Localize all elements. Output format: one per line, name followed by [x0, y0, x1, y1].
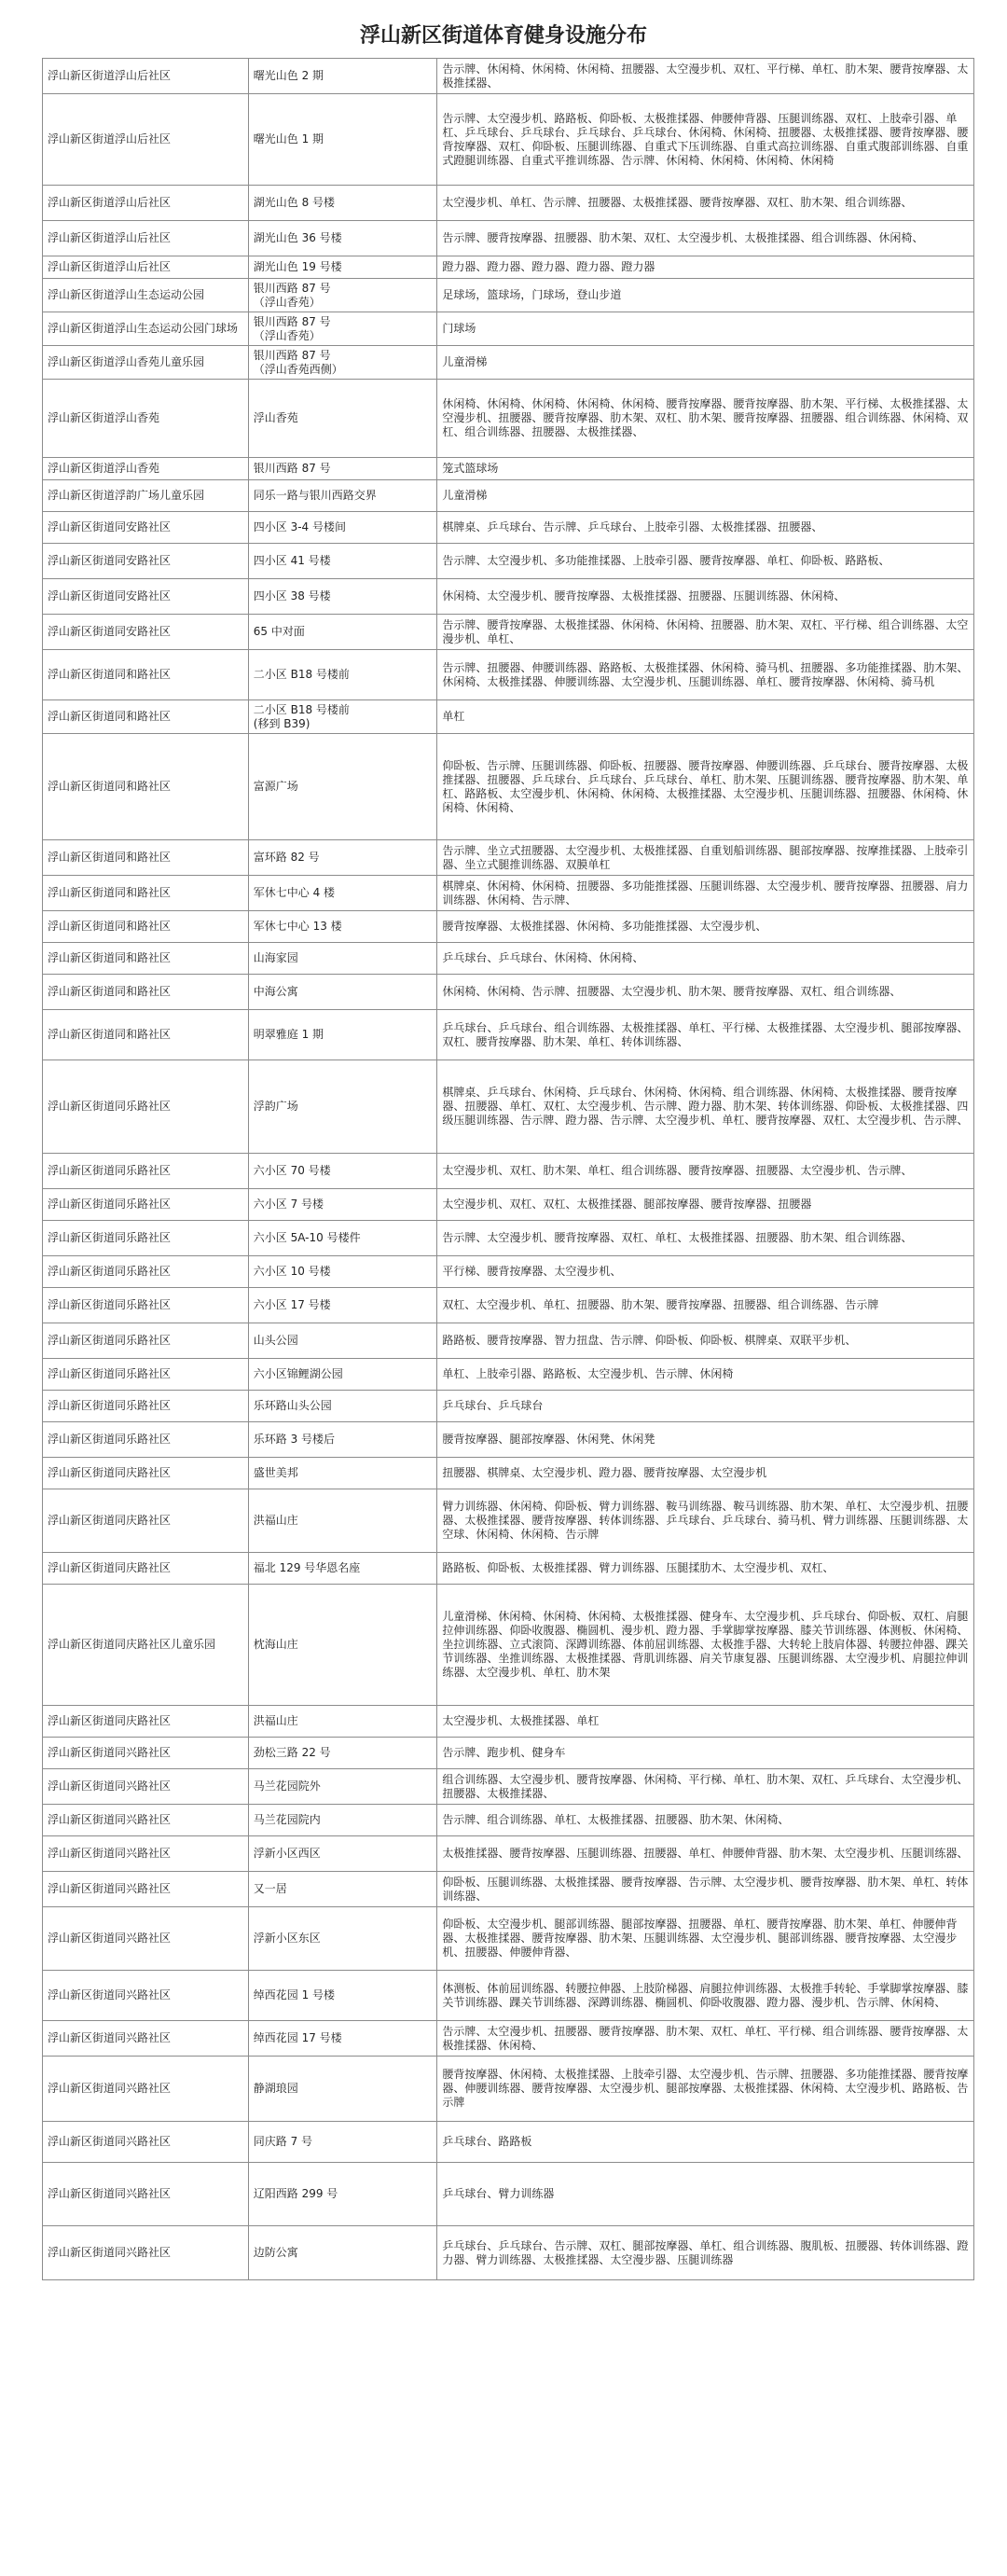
community-cell: 浮山新区街道同和路社区 [43, 734, 249, 840]
community-cell: 浮山新区街道同安路社区 [43, 615, 249, 650]
facilities-cell: 体测板、体前屈训练器、转腰拉伸器、上肢阶梯器、肩腿拉伸训练器、太极推手转轮、手掌脚掌按摩器、膝关节训练器、踝关节训练器、深蹲训练器、椭圆机、仰卧收腹器、蹬力器、漫步机、告示牌、休闲椅、 [437, 1971, 974, 2021]
community-cell: 浮山新区街道浮山后社区 [43, 221, 249, 256]
location-cell: 乐环路 3 号楼后 [248, 1422, 437, 1458]
community-cell: 浮山新区街道同和路社区 [43, 975, 249, 1010]
facilities-cell: 告示牌、跑步机、健身车 [437, 1738, 974, 1769]
facilities-cell: 告示牌、休闲椅、休闲椅、休闲椅、扭腰器、太空漫步机、双杠、平行梯、单杠、肋木架、腰背按摩器、太极推揉器、 [437, 59, 974, 94]
community-cell: 浮山新区街道浮山香苑儿童乐园 [43, 346, 249, 380]
location-cell: 辽阳西路 299 号 [248, 2163, 437, 2226]
location-cell: 同乐一路与银川西路交界 [248, 480, 437, 512]
facilities-cell: 足球场，篮球场，门球场，登山步道 [437, 279, 974, 312]
community-cell: 浮山新区街道同乐路社区 [43, 1422, 249, 1458]
community-cell: 浮山新区街道同乐路社区 [43, 1221, 249, 1256]
facilities-cell: 棋牌桌、乒乓球台、告示牌、乒乓球台、上肢牵引器、太极推揉器、扭腰器、 [437, 512, 974, 544]
location-cell: 绰西花园 17 号楼 [248, 2021, 437, 2057]
community-cell: 浮山新区街道同兴路社区 [43, 2021, 249, 2057]
location-cell: 又一居 [248, 1872, 437, 1907]
community-cell: 浮山新区街道同和路社区 [43, 700, 249, 734]
community-cell: 浮山新区街道同乐路社区 [43, 1391, 249, 1422]
community-cell: 浮山新区街道同兴路社区 [43, 1872, 249, 1907]
table-row [43, 1154, 974, 1189]
facilities-cell: 组合训练器、太空漫步机、腰背按摩器、休闲椅、平行梯、单杠、肋木架、双杠、乒乓球台、太空漫步机、扭腰器、太极推揉器、 [437, 1769, 974, 1805]
table-row [43, 1391, 974, 1422]
facilities-cell: 太空漫步机、双杠、双杠、太极推揉器、腿部按摩器、腰背按摩器、扭腰器 [437, 1189, 974, 1221]
facilities-table [42, 58, 974, 2280]
location-cell: 边防公寓 [248, 2226, 437, 2280]
table-row [43, 346, 974, 380]
table-row [43, 2122, 974, 2163]
community-cell: 浮山新区街道浮山生态运动公园门球场 [43, 312, 249, 346]
location-cell: 马兰花园院内 [248, 1805, 437, 1836]
location-cell: 马兰花园院外 [248, 1769, 437, 1805]
community-cell: 浮山新区街道同乐路社区 [43, 1189, 249, 1221]
facilities-table-body [43, 59, 974, 2280]
community-cell: 浮山新区街道浮山后社区 [43, 256, 249, 279]
facilities-cell: 乒乓球台、乒乓球台、组合训练器、太极推揉器、单杠、平行梯、太极推揉器、太空漫步机、腿部按摩器、双杠、腰背按摩器、肋木架、单杠、转体训练器、 [437, 1010, 974, 1060]
facilities-cell: 乒乓球台、乒乓球台、休闲椅、休闲椅、 [437, 943, 974, 975]
location-cell: 同庆路 7 号 [248, 2122, 437, 2163]
community-cell: 浮山新区街道浮山后社区 [43, 94, 249, 186]
location-cell: 富源广场 [248, 734, 437, 840]
table-row [43, 1836, 974, 1872]
facilities-cell: 臂力训练器、休闲椅、仰卧板、臂力训练器、鞍马训练器、鞍马训练器、肋木架、单杠、太空漫步机、扭腰器、太极推揉器、腰背按摩器、转体训练器、乒乓球台、乒乓球台、骑马机、臂力训练器、压腿训练器、太空球、休闲椅、休闲椅、告示牌 [437, 1489, 974, 1553]
table-row [43, 312, 974, 346]
location-cell: 银川西路 87 号 （浮山香苑） [248, 279, 437, 312]
table-row [43, 1769, 974, 1805]
table-row [43, 615, 974, 650]
location-cell: 浮山香苑 [248, 380, 437, 458]
location-cell: 洪福山庄 [248, 1706, 437, 1738]
community-cell: 浮山新区街道同和路社区 [43, 943, 249, 975]
table-row [43, 59, 974, 94]
table-row [43, 1422, 974, 1458]
facilities-cell: 儿童滑梯 [437, 480, 974, 512]
location-cell: 山头公园 [248, 1323, 437, 1359]
facilities-cell: 路路板、腰背按摩器、智力扭盘、告示牌、仰卧板、仰卧板、棋牌桌、双联平步机、 [437, 1323, 974, 1359]
community-cell: 浮山新区街道同兴路社区 [43, 1971, 249, 2021]
facilities-cell: 休闲椅、休闲椅、告示牌、扭腰器、太空漫步机、肋木架、腰背按摩器、双杠、组合训练器、 [437, 975, 974, 1010]
community-cell: 浮山新区街道同庆路社区 [43, 1458, 249, 1489]
facilities-cell: 告示牌、太空漫步机、腰背按摩器、双杠、单杠、太极推揉器、扭腰器、肋木架、组合训练器、 [437, 1221, 974, 1256]
facilities-cell: 平行梯、腰背按摩器、太空漫步机、 [437, 1256, 974, 1288]
facilities-cell: 乒乓球台、臂力训练器 [437, 2163, 974, 2226]
location-cell: 二小区 B18 号楼前 [248, 650, 437, 700]
table-row [43, 650, 974, 700]
community-cell: 浮山新区街道浮山后社区 [43, 59, 249, 94]
location-cell: 银川西路 87 号 （浮山香苑） [248, 312, 437, 346]
location-cell: 绰西花园 1 号楼 [248, 1971, 437, 2021]
facilities-cell: 儿童滑梯 [437, 346, 974, 380]
table-row [43, 1359, 974, 1391]
facilities-cell: 乒乓球台、乒乓球台 [437, 1391, 974, 1422]
community-cell: 浮山新区街道浮山香苑 [43, 458, 249, 480]
location-cell: 军休七中心 4 楼 [248, 876, 437, 911]
facilities-cell: 路路板、仰卧板、太极推揉器、臂力训练器、压腿揉肋木、太空漫步机、双杠、 [437, 1553, 974, 1585]
location-cell: 福北 129 号华恩名座 [248, 1553, 437, 1585]
table-row [43, 1805, 974, 1836]
location-cell: 静湖琅园 [248, 2057, 437, 2122]
facilities-cell: 太空漫步机、太极推揉器、单杠 [437, 1706, 974, 1738]
location-cell: 湖光山色 8 号楼 [248, 186, 437, 221]
facilities-cell: 告示牌、太空漫步机、多功能推揉器、上肢牵引器、腰背按摩器、单杠、仰卧板、路路板、 [437, 544, 974, 579]
table-row [43, 1189, 974, 1221]
table-row [43, 1738, 974, 1769]
facilities-cell: 休闲椅、太空漫步机、腰背按摩器、太极推揉器、扭腰器、压腿训练器、休闲椅、 [437, 579, 974, 615]
facilities-cell: 告示牌、组合训练器、单杠、太极推揉器、扭腰器、肋木架、休闲椅、 [437, 1805, 974, 1836]
table-row [43, 380, 974, 458]
table-row [43, 1872, 974, 1907]
table-row [43, 1323, 974, 1359]
location-cell: 浮韵广场 [248, 1060, 437, 1154]
location-cell: 富环路 82 号 [248, 840, 437, 876]
table-row [43, 458, 974, 480]
facilities-cell: 乒乓球台、乒乓球台、告示牌、双杠、腿部按摩器、单杠、组合训练器、腹肌板、扭腰器、转体训练器、蹬力器、臂力训练器、太极推揉器、太空漫步器、压腿训练器 [437, 2226, 974, 2280]
table-row [43, 94, 974, 186]
location-cell: 银川西路 87 号 （浮山香苑西侧） [248, 346, 437, 380]
community-cell: 浮山新区街道同安路社区 [43, 579, 249, 615]
table-row [43, 1458, 974, 1489]
table-row [43, 480, 974, 512]
table-row [43, 1553, 974, 1585]
location-cell: 枕海山庄 [248, 1585, 437, 1706]
table-row [43, 221, 974, 256]
community-cell: 浮山新区街道同庆路社区 [43, 1553, 249, 1585]
community-cell: 浮山新区街道同乐路社区 [43, 1323, 249, 1359]
facilities-cell: 告示牌、腰背按摩器、太极推揉器、休闲椅、休闲椅、扭腰器、肋木架、双杠、平行梯、组合训练器、太空漫步机、单杠、 [437, 615, 974, 650]
table-row [43, 1060, 974, 1154]
table-row [43, 2021, 974, 2057]
facilities-cell: 蹬力器、蹬力器、蹬力器、蹬力器、蹬力器 [437, 256, 974, 279]
facilities-cell: 告示牌、腰背按摩器、扭腰器、肋木架、双杠、太空漫步机、太极推揉器、组合训练器、休闲椅、 [437, 221, 974, 256]
table-row [43, 544, 974, 579]
community-cell: 浮山新区街道同兴路社区 [43, 2057, 249, 2122]
facilities-cell: 儿童滑梯、休闲椅、休闲椅、休闲椅、太极推揉器、健身车、太空漫步机、乒乓球台、仰卧板、双杠、肩腿拉伸训练器、仰卧收腹器、椭圆机、漫步机、蹬力器、手掌脚掌按摩器、膝关节训练器、体测板、休闲椅、坐拉训练器、立式滚筒、深蹲训练器、体前屈训练器、太极推手器、大转轮上肢肩体器、转腰拉伸器、踝关节训练器、坐推训练器、太极推揉器、背肌训练器、肩关节康复器、压腿训练器、太空漫步机、肩腿拉伸训练器、太空漫步机、单杠、肋木架 [437, 1585, 974, 1706]
community-cell: 浮山新区街道浮山后社区 [43, 186, 249, 221]
table-row [43, 1221, 974, 1256]
facilities-cell: 太空漫步机、双杠、肋木架、单杠、组合训练器、腰背按摩器、扭腰器、太空漫步机、告示牌、 [437, 1154, 974, 1189]
community-cell: 浮山新区街道同乐路社区 [43, 1060, 249, 1154]
table-row [43, 1971, 974, 2021]
location-cell: 山海家园 [248, 943, 437, 975]
facilities-cell: 腰背按摩器、腿部按摩器、休闲凳、休闲凳 [437, 1422, 974, 1458]
community-cell: 浮山新区街道同和路社区 [43, 911, 249, 943]
facilities-cell: 仰卧板、太空漫步机、腿部训练器、腿部按摩器、扭腰器、单杠、腰背按摩器、肋木架、单杠、伸腰伸背器、太极推揉器、腰背按摩器、肋木架、压腿训练器、太空漫步机、腿部训练器、腰背按摩器、太空漫步机、扭腰器、伸腰伸背器、 [437, 1907, 974, 1971]
location-cell: 盛世美邦 [248, 1458, 437, 1489]
location-cell: 乐环路山头公园 [248, 1391, 437, 1422]
table-row [43, 512, 974, 544]
location-cell: 曙光山色 2 期 [248, 59, 437, 94]
community-cell: 浮山新区街道同乐路社区 [43, 1154, 249, 1189]
community-cell: 浮山新区街道同乐路社区 [43, 1288, 249, 1323]
community-cell: 浮山新区街道同乐路社区 [43, 1359, 249, 1391]
page-title: 浮山新区街道体育健身设施分布 [359, 23, 647, 48]
location-cell: 六小区 7 号楼 [248, 1189, 437, 1221]
community-cell: 浮山新区街道同庆路社区 [43, 1489, 249, 1553]
location-cell: 浮新小区西区 [248, 1836, 437, 1872]
community-cell: 浮山新区街道同和路社区 [43, 1010, 249, 1060]
facilities-cell: 棋牌桌、乒乓球台、休闲椅、乒乓球台、休闲椅、休闲椅、组合训练器、休闲椅、太极推揉器、腰背按摩器、扭腰器、单杠、双杠、太空漫步机、告示牌、蹬力器、肋木架、转体训练器、仰卧板、太极推揉器、四级压腿训练器、告示牌、蹬力器、告示牌、太空漫步机、单杠、腰背按摩器、双杠、太空漫步机、告示牌、 [437, 1060, 974, 1154]
facilities-cell: 门球场 [437, 312, 974, 346]
community-cell: 浮山新区街道同兴路社区 [43, 2122, 249, 2163]
table-row [43, 279, 974, 312]
facilities-cell: 双杠、太空漫步机、单杠、扭腰器、肋木架、腰背按摩器、扭腰器、组合训练器、告示牌 [437, 1288, 974, 1323]
facilities-cell: 告示牌、扭腰器、伸腰训练器、路路板、太极推揉器、休闲椅、骑马机、扭腰器、多功能推揉器、肋木架、休闲椅、太极推揉器、伸腰训练器、太空漫步机、压腿训练器、单杠、腰背按摩器、休闲椅、骑马机 [437, 650, 974, 700]
facilities-cell: 笼式篮球场 [437, 458, 974, 480]
table-row [43, 1907, 974, 1971]
location-cell: 65 中对面 [248, 615, 437, 650]
table-row [43, 1585, 974, 1706]
community-cell: 浮山新区街道浮山生态运动公园 [43, 279, 249, 312]
facilities-cell: 仰卧板、告示牌、压腿训练器、仰卧板、扭腰器、腰背按摩器、伸腰训练器、乒乓球台、腰背按摩器、太极推揉器、扭腰器、乒乓球台、乒乓球台、乒乓球台、单杠、肋木架、压腿训练器、腰背按摩器、肋木架、单杠、路路板、太空漫步机、休闲椅、休闲椅、太极推揉器、太空漫步机、压腿训练器、扭腰器、休闲椅、休闲椅、休闲椅、 [437, 734, 974, 840]
table-row [43, 876, 974, 911]
table-row [43, 975, 974, 1010]
facilities-cell: 单杠 [437, 700, 974, 734]
location-cell: 洪福山庄 [248, 1489, 437, 1553]
facilities-cell: 棋牌桌、休闲椅、休闲椅、扭腰器、多功能推揉器、压腿训练器、太空漫步机、腰背按摩器、扭腰器、肩力训练器、休闲椅、告示牌、 [437, 876, 974, 911]
location-cell: 六小区 17 号楼 [248, 1288, 437, 1323]
location-cell: 浮新小区东区 [248, 1907, 437, 1971]
community-cell: 浮山新区街道同兴路社区 [43, 2226, 249, 2280]
location-cell: 四小区 38 号楼 [248, 579, 437, 615]
table-row [43, 579, 974, 615]
community-cell: 浮山新区街道同安路社区 [43, 544, 249, 579]
table-row [43, 1256, 974, 1288]
facilities-cell: 扭腰器、棋牌桌、太空漫步机、蹬力器、腰背按摩器、太空漫步机 [437, 1458, 974, 1489]
community-cell: 浮山新区街道同乐路社区 [43, 1256, 249, 1288]
community-cell: 浮山新区街道同兴路社区 [43, 1836, 249, 1872]
facilities-cell: 乒乓球台、路路板 [437, 2122, 974, 2163]
facilities-cell: 告示牌、太空漫步机、扭腰器、腰背按摩器、肋木架、双杠、单杠、平行梯、组合训练器、腰背按摩器、太极推揉器、休闲椅、 [437, 2021, 974, 2057]
community-cell: 浮山新区街道同庆路社区儿童乐园 [43, 1585, 249, 1706]
table-row [43, 1706, 974, 1738]
table-row [43, 911, 974, 943]
community-cell: 浮山新区街道同庆路社区 [43, 1706, 249, 1738]
community-cell: 浮山新区街道同兴路社区 [43, 1738, 249, 1769]
table-row [43, 1288, 974, 1323]
location-cell: 曙光山色 1 期 [248, 94, 437, 186]
table-row [43, 256, 974, 279]
table-row [43, 1489, 974, 1553]
community-cell: 浮山新区街道同兴路社区 [43, 2163, 249, 2226]
location-cell: 军休七中心 13 楼 [248, 911, 437, 943]
table-row [43, 1010, 974, 1060]
table-row [43, 2057, 974, 2122]
location-cell: 四小区 41 号楼 [248, 544, 437, 579]
community-cell: 浮山新区街道同兴路社区 [43, 1805, 249, 1836]
community-cell: 浮山新区街道同兴路社区 [43, 1769, 249, 1805]
community-cell: 浮山新区街道浮山香苑 [43, 380, 249, 458]
facilities-cell: 仰卧板、压腿训练器、太极推揉器、腰背按摩器、告示牌、太空漫步机、腰背按摩器、肋木架、单杠、转体训练器、 [437, 1872, 974, 1907]
table-row [43, 186, 974, 221]
table-row [43, 2163, 974, 2226]
table-row [43, 943, 974, 975]
community-cell: 浮山新区街道同兴路社区 [43, 1907, 249, 1971]
community-cell: 浮山新区街道同和路社区 [43, 840, 249, 876]
location-cell: 湖光山色 19 号楼 [248, 256, 437, 279]
location-cell: 四小区 3-4 号楼间 [248, 512, 437, 544]
facilities-cell: 太极推揉器、腰背按摩器、压腿训练器、扭腰器、单杠、伸腰伸背器、肋木架、太空漫步机、压腿训练器、 [437, 1836, 974, 1872]
location-cell: 六小区 70 号楼 [248, 1154, 437, 1189]
community-cell: 浮山新区街道浮韵广场儿童乐园 [43, 480, 249, 512]
facilities-cell: 单杠、上肢牵引器、路路板、太空漫步机、告示牌、休闲椅 [437, 1359, 974, 1391]
location-cell: 六小区 10 号楼 [248, 1256, 437, 1288]
location-cell: 中海公寓 [248, 975, 437, 1010]
location-cell: 六小区 5A-10 号楼件 [248, 1221, 437, 1256]
community-cell: 浮山新区街道同和路社区 [43, 876, 249, 911]
table-row [43, 840, 974, 876]
table-row [43, 700, 974, 734]
location-cell: 湖光山色 36 号楼 [248, 221, 437, 256]
facilities-cell: 太空漫步机、单杠、告示牌、扭腰器、太极推揉器、腰背按摩器、双杠、肋木架、组合训练器、 [437, 186, 974, 221]
facilities-cell: 告示牌、坐立式扭腰器、太空漫步机、太极推揉器、自重划船训练器、腿部按摩器、按摩推揉器、上肢牵引器、坐立式腿推训练器、双膜单杠 [437, 840, 974, 876]
location-cell: 六小区锦鲤湖公园 [248, 1359, 437, 1391]
table-row [43, 734, 974, 840]
community-cell: 浮山新区街道同和路社区 [43, 650, 249, 700]
community-cell: 浮山新区街道同安路社区 [43, 512, 249, 544]
location-cell: 劲松三路 22 号 [248, 1738, 437, 1769]
facilities-cell: 腰背按摩器、休闲椅、太极推揉器、上肢牵引器、太空漫步机、告示牌、扭腰器、多功能推揉器、腰背按摩器、伸腰训练器、腰背按摩器、太空漫步机、腿部按摩器、太极推揉器、休闲椅、太空漫步机、路路板、告示牌 [437, 2057, 974, 2122]
facilities-cell: 腰背按摩器、太极推揉器、休闲椅、多功能推揉器、太空漫步机、 [437, 911, 974, 943]
location-cell: 银川西路 87 号 [248, 458, 437, 480]
location-cell: 二小区 B18 号楼前 (移到 B39) [248, 700, 437, 734]
facilities-cell: 休闲椅、休闲椅、休闲椅、休闲椅、休闲椅、腰背按摩器、腰背按摩器、肋木架、平行梯、太极推揉器、太空漫步机、扭腰器、腰背按摩器、肋木架、双杠、肋木架、腰背按摩器、扭腰器、组合训练器、休闲椅、双杠、组合训练器、扭腰器、太极推揉器、 [437, 380, 974, 458]
table-row [43, 2226, 974, 2280]
facilities-cell: 告示牌、太空漫步机、路路板、仰卧板、太极推揉器、伸腰伸背器、压腿训练器、双杠、上肢牵引器、单杠、乒乓球台、乒乓球台、乒乓球台、乒乓球台、休闲椅、休闲椅、扭腰器、太极推揉器、腰背按摩器、腰背按摩器、双杠、仰卧板、压腿训练器、自重式下压训练器、自重式高拉训练器、自重式腹部训练器、自重式蹬腿训练器、自重式平推训练器、告示牌、休闲椅、休闲椅、休闲椅、休闲椅 [437, 94, 974, 186]
location-cell: 明翠雅庭 1 期 [248, 1010, 437, 1060]
